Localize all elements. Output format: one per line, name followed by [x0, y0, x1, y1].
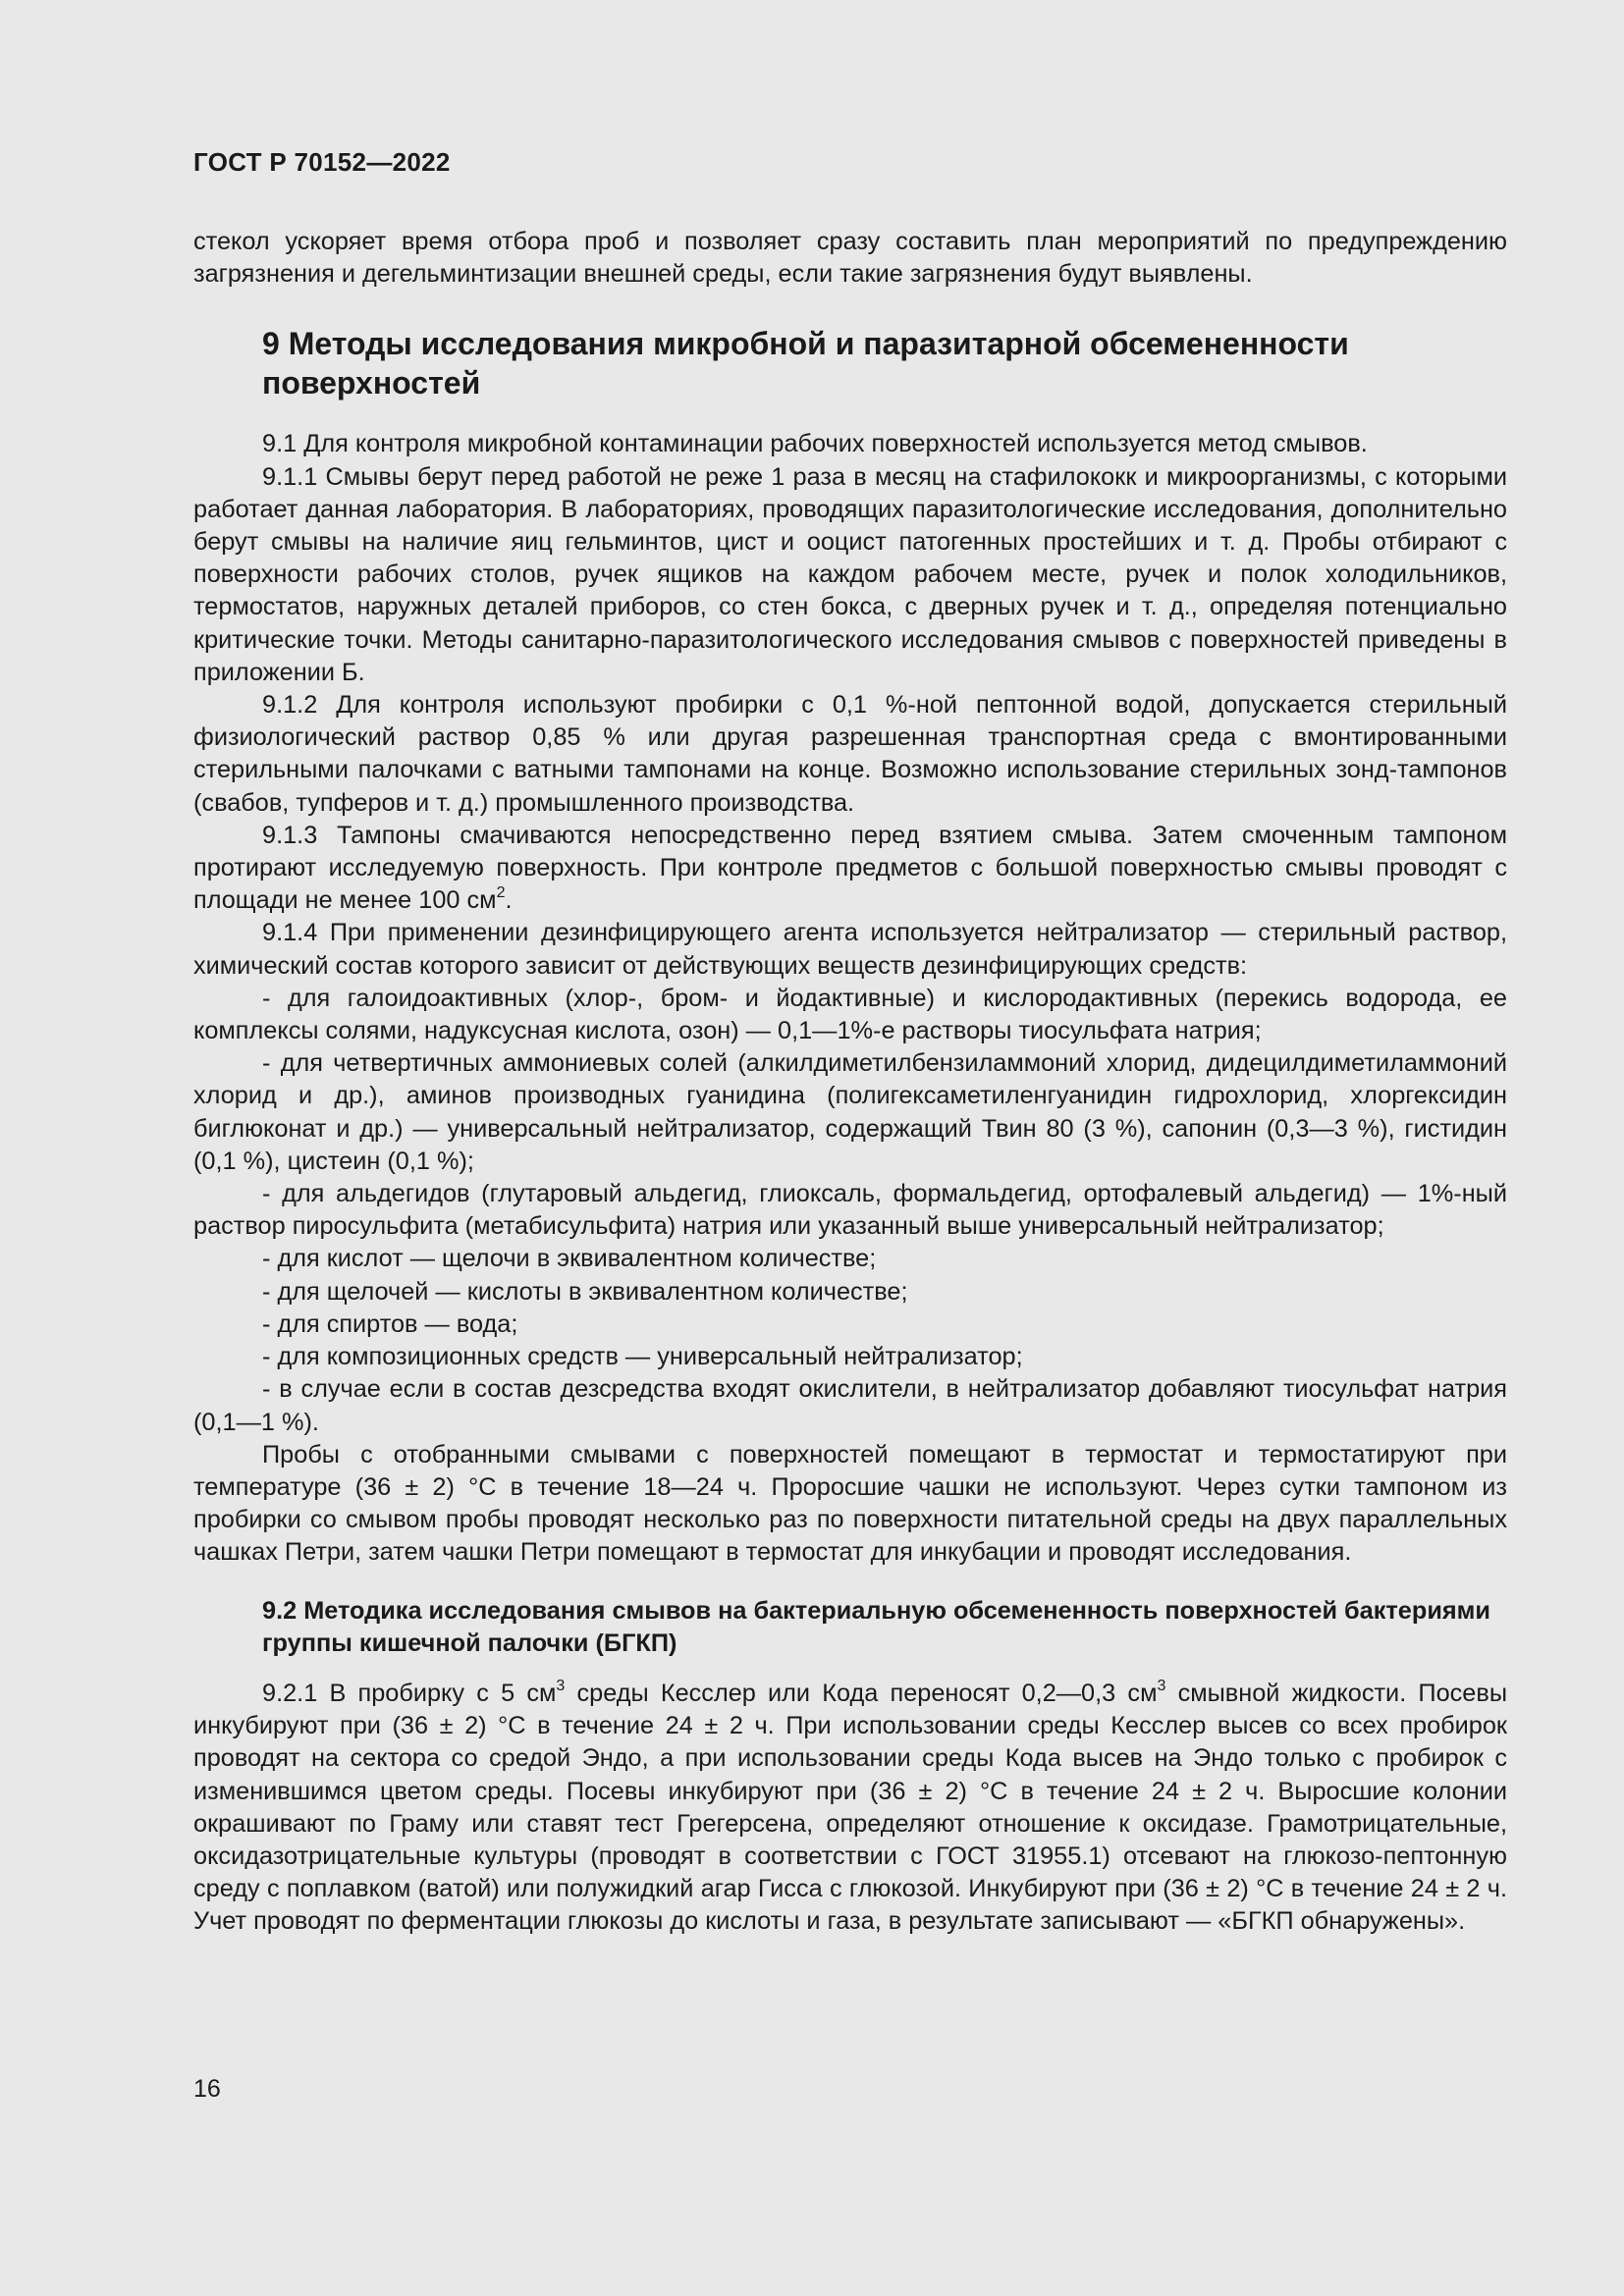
paragraph-9-2-1-part-c: смывной жидкости. Посевы инкубируют при (36 ± 2) °С в течение 24 ± 2 ч. При использовании среды Кесслер высев со всех пробирок проводят на сектора со средой Эндо, а при использовании среды Кода высев на Эндо только с пробирок с изменившимся цветом среды. Посевы инкубируют при (36 ± 2) °С в течение 24 ± 2 ч. Выросшие колонии окрашивают по Граму или ставят тест Грегерсена, определяют отношение к оксидазе. Грамотрицательные, оксидазотрицательные культуры (проводят в соответствии с ГОСТ 31955.1) отсевают на глюкозо-пептонную среду с поплавком (ватой) или полужидкий агар Гисса с глюкозой. Инкубируют при (36 ± 2) °С в течение 24 ± 2 ч. Учет проводят по ферментации глюкозы до кислоты и газа, в результате записывают — «БГКП обнаружены».: [193, 1679, 1507, 1936]
section-9-heading: 9 Методы исследования микробной и паразитарной обсемененности поверхностей: [262, 326, 1349, 401]
list-item: - для спиртов — вода;: [262, 1309, 518, 1338]
paragraph-9-1-2: 9.1.2 Для контроля используют пробирки с 0,1 %-ной пептонной водой, допускается стерильный физиологический раствор 0,85 % или другая разрешенная транспортная среда с вмонтированными стерильными палочками с ватными тампонами на конце. Возможно использование стерильных зонд-тампонов (свабов, тупферов и т. д.) промышленного производства.: [193, 691, 1507, 817]
document-body: [193, 226, 1507, 1939]
list-item: - в случае если в состав дезсредства входят окислители, в нейтрализатор добавляют тиосульфат натрия (0,1—1 %).: [193, 1375, 1507, 1436]
paragraph-9-1-3-end: .: [505, 886, 513, 915]
intro-paragraph: стекол ускоряет время отбора проб и позволяет сразу составить план мероприятий по предупреждению загрязнения и дегельминтизации внешней среды, если такие загрязнения будут выявлены.: [193, 228, 1507, 289]
superscript: 3: [556, 1677, 566, 1694]
paragraph-9-2-1: [193, 1678, 1507, 1939]
paragraph-9-2-1-part-a: 9.2.1 В пробирку с 5 см: [262, 1679, 557, 1707]
list-item: - для галоидоактивных (хлор-, бром- и йодактивные) и кислородактивных (перекись водорода, ее комплексы солями, надуксусная кислота, озон) — 0,1—1%-е растворы тиосульфата натрия;: [193, 984, 1507, 1045]
paragraph-9-2-1-part-b: среды Кесслер или Кода переносят 0,2—0,3 см: [565, 1679, 1158, 1707]
superscript: 2: [496, 883, 506, 901]
list-item: - для композиционных средств — универсальный нейтрализатор;: [262, 1343, 1023, 1371]
section-9-2-heading: 9.2 Методика исследования смывов на бактериальную обсемененность поверхностей бактериями группы кишечной палочки (БГКП): [262, 1596, 1490, 1657]
standard-header: ГОСТ Р 70152—2022: [193, 147, 451, 177]
list-item: - для кислот — щелочи в эквивалентном количестве;: [262, 1245, 877, 1273]
paragraph-9-1-3: [193, 820, 1507, 918]
paragraph-9-1-1: 9.1.1 Смывы берут перед работой не реже 1 раза в месяц на стафилококк и микроорганизмы, с которыми работает данная лаборатория. В лабораториях, проводящих паразитологические исследования, дополнительно берут смывы на наличие яиц гельминтов, цист и ооцист патогенных простейших и т. д. Пробы отбирают с поверхности рабочих столов, ручек ящиков на каждом рабочем месте, ручек и полок холодильников, термостатов, наружных деталей приборов, со стен бокса, с дверных ручек и т. д., определяя потенциально критические точки. Методы санитарно-паразитологического исследования смывов с поверхностей приведены в приложении Б.: [193, 462, 1507, 686]
paragraph-9-1-3-text: 9.1.3 Тампоны смачиваются непосредственно перед взятием смыва. Затем смоченным тампоном протирают исследуемую поверхность. При контроле предметов с большой поверхностью смывы проводят с площади не менее 100 см: [193, 821, 1507, 915]
samples-paragraph: Пробы с отобранными смывами с поверхностей помещают в термостат и термостатируют при температуре (36 ± 2) °С в течение 18—24 ч. Проросшие чашки не используют. Через сутки тампоном из пробирки со смывом пробы проводят несколько раз по поверхности питательной среды на двух параллельных чашках Петри, затем чашки Петри помещают в термостат для инкубации и проводят исследования.: [193, 1440, 1507, 1567]
list-item: - для щелочей — кислоты в эквивалентном количестве;: [262, 1277, 908, 1306]
paragraph-9-1-4: 9.1.4 При применении дезинфицирующего агента используется нейтрализатор — стерильный раствор, химический состав которого зависит от действующих веществ дезинфицирующих средств:: [193, 919, 1507, 980]
superscript: 3: [1157, 1677, 1166, 1694]
page-number: 16: [193, 2075, 221, 2103]
list-item: - для четвертичных аммониевых солей (алкилдиметилбензиламмоний хлорид, дидецилдиметиламмоний хлорид и др.), аминов производных гуанидина (полигексаметиленгуанидин гидрохлорид, хлоргексидин биглюконат и др.) — универсальный нейтрализатор, содержащий Твин 80 (3 %), сапонин (0,3—3 %), гистидин (0,1 %), цистеин (0,1 %);: [193, 1049, 1507, 1175]
paragraph-9-1: 9.1 Для контроля микробной контаминации рабочих поверхностей используется метод смывов.: [262, 430, 1368, 458]
list-item: - для альдегидов (глутаровый альдегид, глиоксаль, формальдегид, ортофалевый альдегид) — 1%-ный раствор пиросульфита (метабисульфита) натрия или указанный выше универсальный нейтрализатор;: [193, 1180, 1507, 1241]
